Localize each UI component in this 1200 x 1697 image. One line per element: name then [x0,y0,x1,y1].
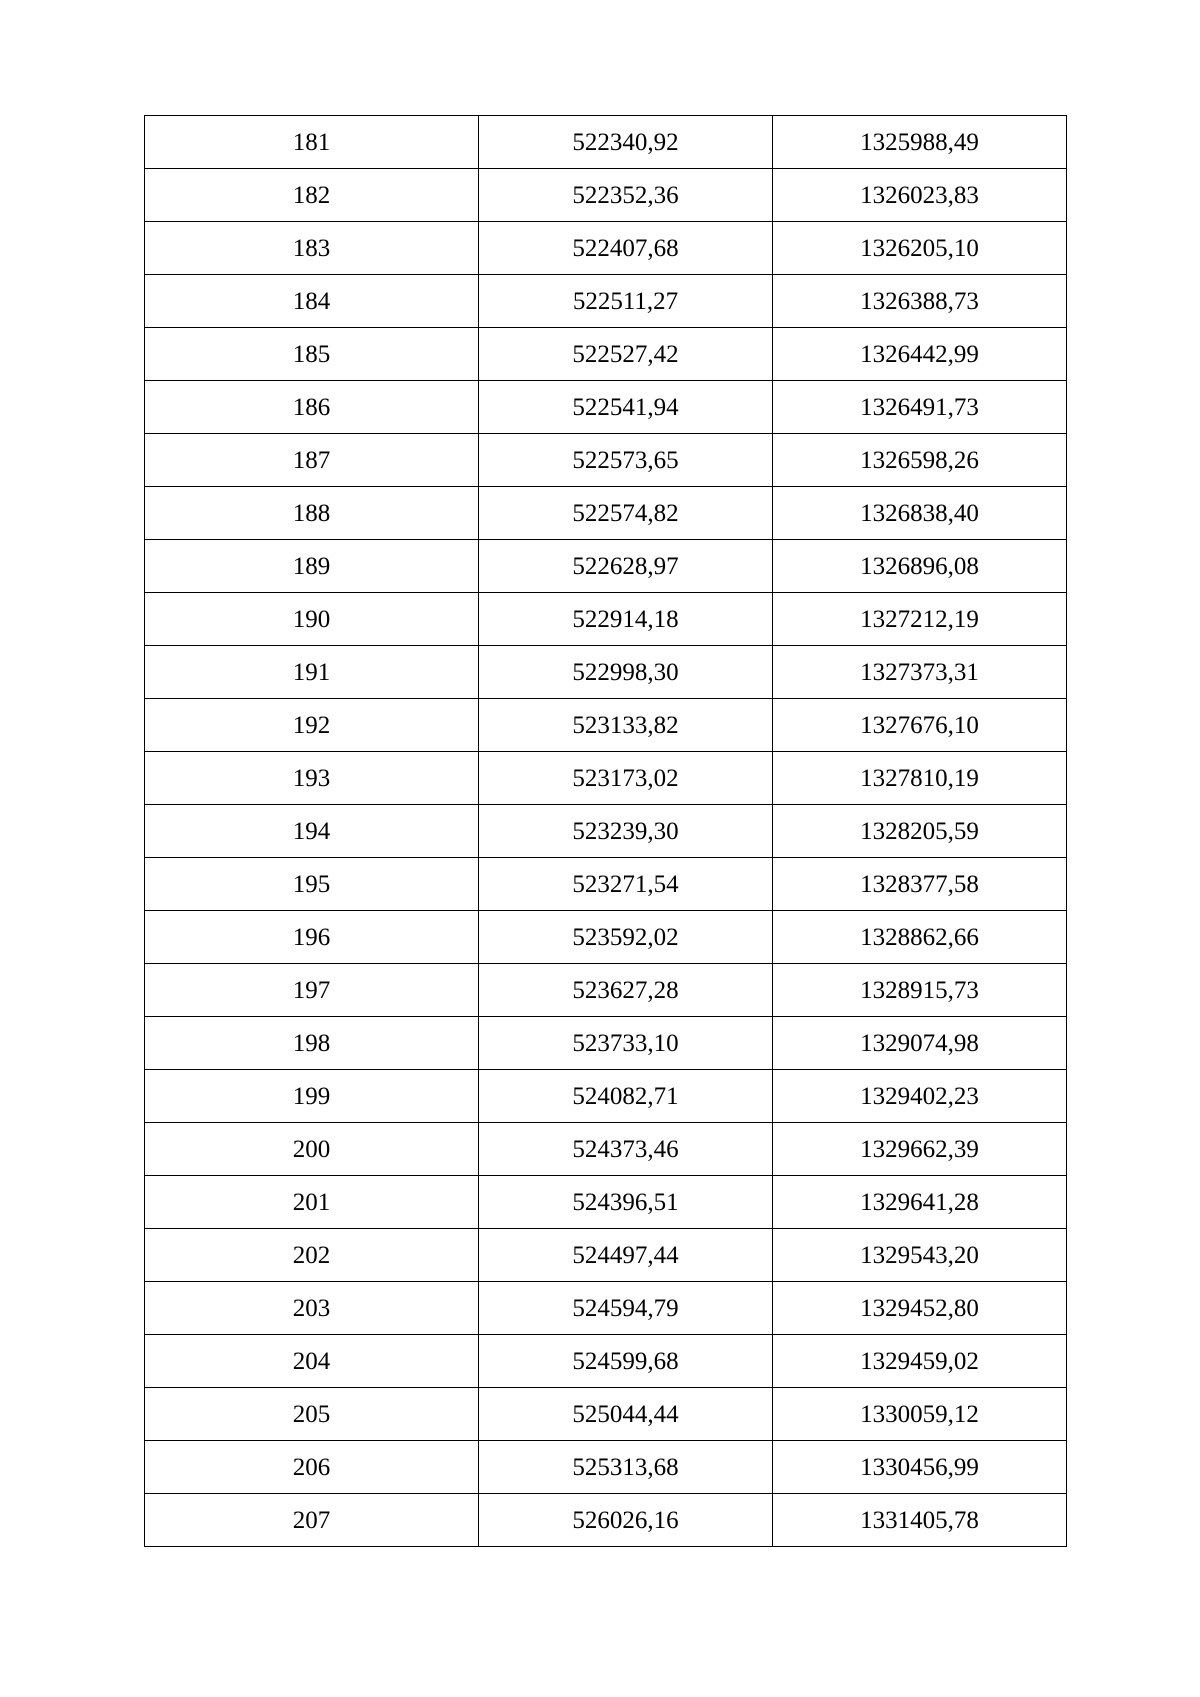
y-coordinate-cell: 1326598,26 [773,434,1067,487]
x-coordinate-cell: 522407,68 [479,222,773,275]
point-number-cell: 206 [145,1441,479,1494]
point-number-cell: 197 [145,964,479,1017]
x-coordinate-cell: 523239,30 [479,805,773,858]
y-coordinate-cell: 1327212,19 [773,593,1067,646]
x-coordinate-cell: 523627,28 [479,964,773,1017]
y-coordinate-cell: 1331405,78 [773,1494,1067,1547]
x-coordinate-cell: 522511,27 [479,275,773,328]
table-row [145,222,1067,275]
point-number-cell: 185 [145,328,479,381]
point-number-cell: 184 [145,275,479,328]
x-coordinate-cell: 524599,68 [479,1335,773,1388]
x-coordinate-cell: 524396,51 [479,1176,773,1229]
point-number-cell: 193 [145,752,479,805]
table-row [145,805,1067,858]
y-coordinate-cell: 1326442,99 [773,328,1067,381]
table-row [145,1123,1067,1176]
y-coordinate-cell: 1327373,31 [773,646,1067,699]
table-row [145,328,1067,381]
y-coordinate-cell: 1326023,83 [773,169,1067,222]
table-row [145,1176,1067,1229]
table-row [145,964,1067,1017]
point-number-cell: 192 [145,699,479,752]
y-coordinate-cell: 1328915,73 [773,964,1067,1017]
table-row [145,1070,1067,1123]
x-coordinate-cell: 524594,79 [479,1282,773,1335]
point-number-cell: 205 [145,1388,479,1441]
x-coordinate-cell: 523271,54 [479,858,773,911]
x-coordinate-cell: 525313,68 [479,1441,773,1494]
y-coordinate-cell: 1329641,28 [773,1176,1067,1229]
x-coordinate-cell: 523733,10 [479,1017,773,1070]
x-coordinate-cell: 522340,92 [479,116,773,169]
point-number-cell: 203 [145,1282,479,1335]
y-coordinate-cell: 1326491,73 [773,381,1067,434]
table-row [145,1229,1067,1282]
x-coordinate-cell: 522573,65 [479,434,773,487]
table-row [145,752,1067,805]
y-coordinate-cell: 1326205,10 [773,222,1067,275]
table-row [145,169,1067,222]
x-coordinate-cell: 523133,82 [479,699,773,752]
point-number-cell: 198 [145,1017,479,1070]
table-row [145,1388,1067,1441]
point-number-cell: 183 [145,222,479,275]
table-row [145,1335,1067,1388]
table-row [145,116,1067,169]
x-coordinate-cell: 522998,30 [479,646,773,699]
point-number-cell: 200 [145,1123,479,1176]
point-number-cell: 195 [145,858,479,911]
x-coordinate-cell: 524082,71 [479,1070,773,1123]
point-number-cell: 202 [145,1229,479,1282]
point-number-cell: 196 [145,911,479,964]
table-row [145,1494,1067,1547]
point-number-cell: 182 [145,169,479,222]
x-coordinate-cell: 524373,46 [479,1123,773,1176]
y-coordinate-cell: 1325988,49 [773,116,1067,169]
y-coordinate-cell: 1328377,58 [773,858,1067,911]
x-coordinate-cell: 522574,82 [479,487,773,540]
x-coordinate-cell: 522628,97 [479,540,773,593]
y-coordinate-cell: 1327810,19 [773,752,1067,805]
coordinates-table-body [145,116,1067,1547]
point-number-cell: 201 [145,1176,479,1229]
point-number-cell: 191 [145,646,479,699]
x-coordinate-cell: 523173,02 [479,752,773,805]
table-row [145,487,1067,540]
point-number-cell: 187 [145,434,479,487]
y-coordinate-cell: 1329402,23 [773,1070,1067,1123]
table-row [145,1017,1067,1070]
y-coordinate-cell: 1329459,02 [773,1335,1067,1388]
point-number-cell: 194 [145,805,479,858]
table-row [145,1441,1067,1494]
y-coordinate-cell: 1327676,10 [773,699,1067,752]
y-coordinate-cell: 1329452,80 [773,1282,1067,1335]
y-coordinate-cell: 1330059,12 [773,1388,1067,1441]
y-coordinate-cell: 1326838,40 [773,487,1067,540]
table-row [145,540,1067,593]
x-coordinate-cell: 524497,44 [479,1229,773,1282]
point-number-cell: 186 [145,381,479,434]
y-coordinate-cell: 1329543,20 [773,1229,1067,1282]
table-row [145,911,1067,964]
table-row [145,275,1067,328]
x-coordinate-cell: 522527,42 [479,328,773,381]
x-coordinate-cell: 526026,16 [479,1494,773,1547]
y-coordinate-cell: 1326896,08 [773,540,1067,593]
table-row [145,699,1067,752]
point-number-cell: 190 [145,593,479,646]
x-coordinate-cell: 525044,44 [479,1388,773,1441]
point-number-cell: 188 [145,487,479,540]
point-number-cell: 199 [145,1070,479,1123]
table-row [145,381,1067,434]
table-row [145,593,1067,646]
y-coordinate-cell: 1329074,98 [773,1017,1067,1070]
y-coordinate-cell: 1328205,59 [773,805,1067,858]
y-coordinate-cell: 1330456,99 [773,1441,1067,1494]
point-number-cell: 181 [145,116,479,169]
table-row [145,1282,1067,1335]
x-coordinate-cell: 522914,18 [479,593,773,646]
y-coordinate-cell: 1328862,66 [773,911,1067,964]
table-row [145,646,1067,699]
x-coordinate-cell: 522541,94 [479,381,773,434]
point-number-cell: 204 [145,1335,479,1388]
y-coordinate-cell: 1329662,39 [773,1123,1067,1176]
point-number-cell: 207 [145,1494,479,1547]
y-coordinate-cell: 1326388,73 [773,275,1067,328]
point-number-cell: 189 [145,540,479,593]
x-coordinate-cell: 523592,02 [479,911,773,964]
x-coordinate-cell: 522352,36 [479,169,773,222]
table-row [145,858,1067,911]
coordinates-table [144,115,1067,1547]
table-row [145,434,1067,487]
